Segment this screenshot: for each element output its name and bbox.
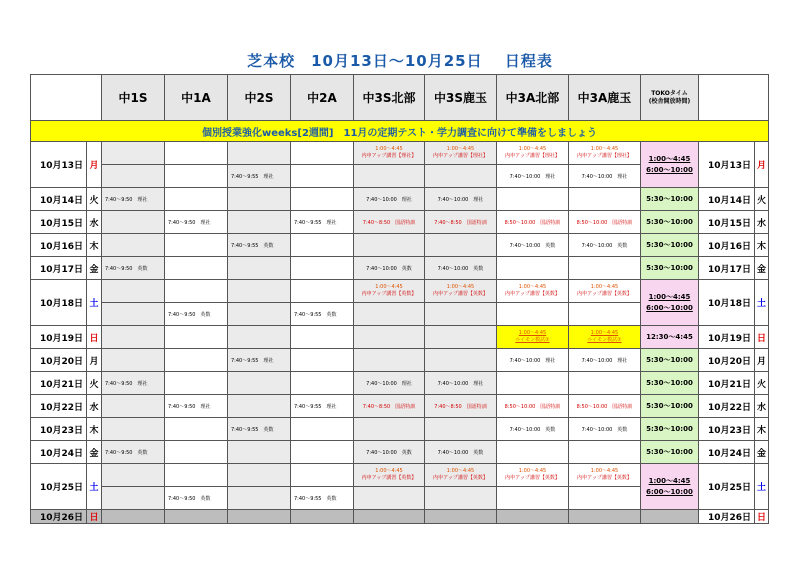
course-text: 内申アップ講習【英数】 [361,475,417,481]
empty-cell [165,372,228,395]
dow-cell: 木 [87,234,102,257]
empty-cell [497,441,569,464]
empty-cell [291,188,354,211]
empty-cell [165,165,228,188]
class-cell: 8:50～10:00 国語特訓 [497,395,569,418]
empty-cell [228,464,291,487]
class-cell: 7:40～9:55 理社 [228,165,291,188]
empty-cell [291,372,354,395]
date-cell-right: 10月26日 [699,510,755,524]
toko-cell: 5:30～10:00 [641,257,699,280]
class-cell: 7:40～9:50 理社 [165,395,228,418]
empty-cell [497,326,569,349]
dow-cell: 金 [87,441,102,464]
dow-cell-right: 日 [755,510,769,524]
empty-cell [354,349,425,372]
course-text: 内申アップ講習【理社】 [577,153,632,159]
empty-cell [569,464,641,487]
empty-cell [228,257,291,280]
col-header-toko [641,75,699,121]
toko-cell: 12:30～4:45 [641,326,699,349]
dow-cell-right: 水 [755,395,769,418]
empty-cell [102,303,165,326]
date-cell-right: 10月13日 [699,142,755,188]
dow-cell-right: 金 [755,441,769,464]
date-cell-right: 10月20日 [699,349,755,372]
page-title: 芝本校 10月13日～10月25日 日程表 [247,52,553,70]
course-text: 内申アップ講習【理社】 [361,153,417,159]
empty-cell [354,487,425,510]
empty-cell [102,418,165,441]
time-text: 1:00～4:45 [446,284,475,290]
empty-cell [228,280,291,303]
empty-cell [165,441,228,464]
empty-cell [102,326,165,349]
empty-cell [425,142,497,165]
class-cell: 7:40～10:00 英数 [425,257,497,280]
col-header-1a: 中1A [165,75,228,121]
empty-cell [228,510,291,524]
class-cell: 7:40～9:50 理社 [102,188,165,211]
course-text: 内申アップ講習【英数】 [433,475,488,481]
class-cell: 7:40～9:55 理社 [228,349,291,372]
dow-cell-right: 土 [755,464,769,510]
empty-cell [165,234,228,257]
empty-cell [497,280,569,303]
empty-cell [228,142,291,165]
empty-cell [165,280,228,303]
dow-cell: 日 [87,510,102,524]
empty-cell [354,510,425,524]
date-cell: 10月24日 [31,441,87,464]
dow-cell: 水 [87,211,102,234]
empty-cell [291,510,354,524]
date-cell-right: 10月18日 [699,280,755,326]
empty-cell [291,234,354,257]
class-cell: 7:40～10:00 英数 [497,418,569,441]
date-cell: 10月16日 [31,234,87,257]
col-header-1s: 中1S [102,75,165,121]
class-cell: 7:40～9:55 英数 [291,487,354,510]
empty-cell [165,326,228,349]
empty-cell [102,395,165,418]
empty-cell [291,464,354,487]
empty-cell [641,510,699,524]
time-text: 1:00～4:45 [590,330,619,336]
empty-cell [425,418,497,441]
toko-cell: 1:00～4:45 6:00～10:00 [641,142,699,188]
class-cell: 7:40～9:50 英数 [165,487,228,510]
empty-cell [569,142,641,165]
time-text: 1:00～4:45 [518,330,547,336]
col-header-3a-hokubu: 中3A北部 [497,75,569,121]
date-cell: 10月13日 [31,142,87,188]
empty-cell [165,510,228,524]
schedule-table [30,74,769,524]
header-row [31,75,769,121]
empty-cell [165,418,228,441]
empty-cell [425,234,497,257]
dow-cell-right: 火 [755,372,769,395]
class-cell: 7:40～10:00 理社 [354,372,425,395]
time-text: 1:00～4:45 [375,284,403,290]
empty-cell [425,165,497,188]
class-cell: 8:50～10:00 国語特訓 [569,395,641,418]
corner-cell-right [699,75,769,121]
time-text: 1:00～4:45 [375,468,403,474]
empty-cell [569,487,641,510]
class-cell: 7:40～9:55 理社 [291,211,354,234]
date-cell: 10月23日 [31,418,87,441]
empty-cell [425,487,497,510]
class-cell: 7:40～10:00 英数 [497,234,569,257]
empty-cell [228,487,291,510]
date-cell: 10月25日 [31,464,87,510]
col-header-3s-hokubu: 中3S北部 [354,75,425,121]
empty-cell [291,326,354,349]
col-header-2s: 中2S [228,75,291,121]
date-cell-right: 10月23日 [699,418,755,441]
class-cell: 7:40～9:50 英数 [102,441,165,464]
date-cell: 10月14日 [31,188,87,211]
dow-cell: 月 [87,142,102,188]
dow-cell-right: 木 [755,418,769,441]
empty-cell [228,372,291,395]
empty-cell [569,326,641,349]
course-text: 内申アップ講習【英数】 [577,475,632,481]
toko-cell: 5:30～10:00 [641,372,699,395]
empty-cell [425,280,497,303]
class-cell: 7:40～9:50 理社 [102,372,165,395]
dow-cell-right: 月 [755,142,769,188]
date-cell: 10月21日 [31,372,87,395]
empty-cell [354,142,425,165]
empty-cell [291,418,354,441]
toko-cell: 1:00～4:45 6:00～10:00 [641,464,699,510]
course-text: 内申アップ講習【英数】 [505,475,560,481]
class-cell: 7:40～9:55 英数 [228,418,291,441]
date-cell: 10月19日 [31,326,87,349]
class-cell: 7:40～10:00 理社 [569,165,641,188]
toko-cell: 5:30～10:00 [641,441,699,464]
empty-cell [102,349,165,372]
course-text: 内申アップ講習【英数】 [577,291,632,297]
class-cell: 7:40～10:00 理社 [497,165,569,188]
dow-cell-right: 水 [755,211,769,234]
class-cell: 7:40～9:55 理社 [291,395,354,418]
empty-cell [354,280,425,303]
date-cell: 10月26日 [31,510,87,524]
empty-cell [228,441,291,464]
empty-cell [354,303,425,326]
class-cell: 7:40～9:50 英数 [165,303,228,326]
empty-cell [354,418,425,441]
date-cell: 10月22日 [31,395,87,418]
class-cell: 7:40～8:50 国語特訓 [425,211,497,234]
class-cell: 7:40～9:55 英数 [228,234,291,257]
class-cell: 7:40～8:50 国語特訓 [354,211,425,234]
empty-cell [165,142,228,165]
date-cell-right: 10月22日 [699,395,755,418]
toko-cell: 5:30～10:00 [641,349,699,372]
empty-cell [102,234,165,257]
empty-cell [425,464,497,487]
time-text: 1:00～4:45 [518,146,547,152]
empty-cell [569,510,641,524]
empty-cell [102,142,165,165]
date-cell-right: 10月15日 [699,211,755,234]
empty-cell [497,464,569,487]
class-cell: 7:40～10:00 英数 [354,441,425,464]
course-text: 内申アップ講習【理社】 [433,153,488,159]
empty-cell [497,487,569,510]
class-cell: 7:40～10:00 理社 [354,188,425,211]
time-text: 1:00～4:45 [590,146,619,152]
col-header-3s-kanuma: 中3S鹿玉 [425,75,497,121]
class-cell: 7:40～10:00 理社 [569,349,641,372]
dow-cell-right: 日 [755,326,769,349]
dow-cell-right: 火 [755,188,769,211]
empty-cell [165,188,228,211]
empty-cell [425,303,497,326]
empty-cell [102,165,165,188]
empty-cell [569,372,641,395]
col-header-2a: 中2A [291,75,354,121]
time-text: 1:00～4:45 [375,146,403,152]
dow-cell: 火 [87,372,102,395]
dow-cell: 火 [87,188,102,211]
toko-cell: 5:30～10:00 [641,234,699,257]
dow-cell: 月 [87,349,102,372]
empty-cell [291,257,354,280]
class-cell: 7:40～9:55 英数 [291,303,354,326]
date-cell-right: 10月24日 [699,441,755,464]
time-text: 1:00～4:45 [518,284,547,290]
class-cell: 7:40～10:00 理社 [425,188,497,211]
empty-cell [228,326,291,349]
time-text: 1:00～4:45 [446,146,475,152]
date-cell-right: 10月25日 [699,464,755,510]
dow-cell-right: 土 [755,280,769,326]
date-cell: 10月18日 [31,280,87,326]
empty-cell [291,280,354,303]
empty-cell [569,441,641,464]
empty-cell [569,303,641,326]
exam-text: ルイモン模試② [515,337,550,343]
dow-cell: 土 [87,280,102,326]
empty-cell [291,441,354,464]
dow-cell-right: 月 [755,349,769,372]
empty-cell [165,349,228,372]
empty-cell [165,464,228,487]
dow-cell: 日 [87,326,102,349]
empty-cell [425,349,497,372]
empty-cell [497,142,569,165]
empty-cell [228,395,291,418]
empty-cell [291,165,354,188]
class-cell: 7:40～10:00 英数 [354,257,425,280]
course-text: 内申アップ講習【理社】 [505,153,560,159]
empty-cell [102,211,165,234]
empty-cell [497,372,569,395]
empty-cell [102,487,165,510]
toko-cell: 1:00～4:45 6:00～10:00 [641,280,699,326]
empty-cell [354,326,425,349]
toko-subtitle: (校舎開放時間) [648,97,691,105]
date-cell-right: 10月19日 [699,326,755,349]
date-cell-right: 10月21日 [699,372,755,395]
corner-cell [31,75,102,121]
time-text: 1:00～4:45 [590,468,619,474]
class-cell: 7:40～9:50 英数 [102,257,165,280]
date-cell-right: 10月14日 [699,188,755,211]
empty-cell [569,188,641,211]
toko-title: TOKOタイム [651,89,688,97]
class-cell: 8:50～10:00 国語特訓 [497,211,569,234]
class-cell: 7:40～10:00 英数 [569,418,641,441]
time-text: 1:00～4:45 [590,284,619,290]
class-cell: 7:40～10:00 英数 [569,234,641,257]
class-cell: 7:40～10:00 理社 [425,372,497,395]
date-cell: 10月17日 [31,257,87,280]
empty-cell [425,510,497,524]
empty-cell [354,234,425,257]
empty-cell [291,349,354,372]
empty-cell [569,257,641,280]
empty-cell [497,303,569,326]
toko-cell: 5:30～10:00 [641,418,699,441]
dow-cell-right: 木 [755,234,769,257]
dow-cell: 金 [87,257,102,280]
time-text: 1:00～4:45 [446,468,475,474]
empty-cell [291,142,354,165]
empty-cell [497,257,569,280]
toko-cell: 5:30～10:00 [641,211,699,234]
empty-cell [228,303,291,326]
empty-cell [228,211,291,234]
col-header-3a-kanuma: 中3A鹿玉 [569,75,641,121]
date-cell-right: 10月16日 [699,234,755,257]
course-text: 内申アップ講習【英数】 [505,291,560,297]
dow-cell: 木 [87,418,102,441]
class-cell: 7:40～8:50 国語特訓 [354,395,425,418]
course-text: 内申アップ講習【英数】 [433,291,488,297]
empty-cell [569,280,641,303]
toko-cell: 5:30～10:00 [641,395,699,418]
empty-cell [102,464,165,487]
course-text: 内申アップ講習【英数】 [361,291,417,297]
empty-cell [165,257,228,280]
banner: 個別授業強化weeks[2週間] 11月の定期テスト・学力調査に向けて準備をしましょう [31,121,769,142]
empty-cell [425,326,497,349]
exam-text: ルイモン模試② [587,337,622,343]
empty-cell [228,188,291,211]
date-cell: 10月15日 [31,211,87,234]
dow-cell-right: 金 [755,257,769,280]
dow-cell: 土 [87,464,102,510]
class-cell: 7:40～9:50 理社 [165,211,228,234]
empty-cell [497,510,569,524]
time-text: 1:00～4:45 [518,468,547,474]
class-cell: 7:40～10:00 英数 [425,441,497,464]
dow-cell: 水 [87,395,102,418]
empty-cell [354,165,425,188]
empty-cell [497,188,569,211]
class-cell: 7:40～10:00 理社 [497,349,569,372]
date-cell: 10月20日 [31,349,87,372]
empty-cell [102,510,165,524]
class-cell: 8:50～10:00 国語特訓 [569,211,641,234]
empty-cell [102,280,165,303]
date-cell-right: 10月17日 [699,257,755,280]
toko-cell: 5:30～10:00 [641,188,699,211]
class-cell: 7:40～8:50 国語特訓 [425,395,497,418]
empty-cell [354,464,425,487]
